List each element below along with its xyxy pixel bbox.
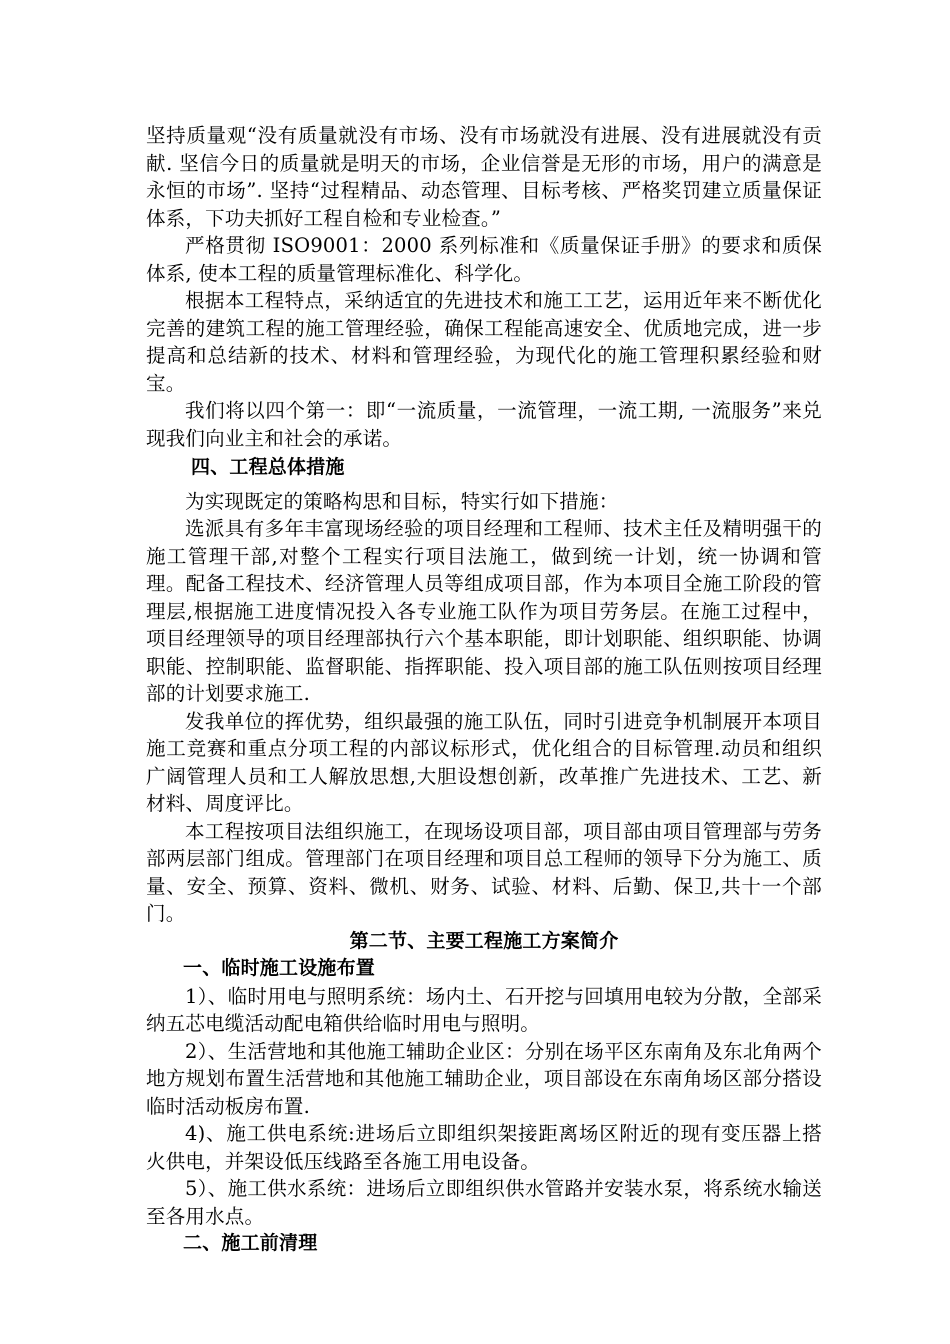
paragraph-four-firsts: 我们将以四个第一：即“一流质量，一流管理，一流工期, 一流服务”来兑现我们向业主和社会的承诺。 <box>146 399 822 450</box>
paragraph-project-manager: 选派具有多年丰富现场经验的项目经理和工程师、技术主任及精明强干的施工管理干部,对整个工程实行项目法施工，做到统一计划，统一协调和管理。配备工程技术、经济管理人员等组成项目部，作为本项目全施工阶段的管理层,根据施工进度情况投入各专业施工队作为项目劳务层。在施工过程中，项目经理领导的项目经理部执行六个基本职能，即计划职能、组织职能、协调职能、控制职能、监督职能、指挥职能、投入项目部的施工队伍则按项目经理部的计划要求施工. <box>146 517 822 705</box>
paragraph-temp-power: 1）、临时用电与照明系统：场内土、石开挖与回填用电较为分散，全部采纳五芯电缆活动配电箱供给临时用电与照明。 <box>146 984 822 1035</box>
paragraph-quality-view: 坚持质量观“没有质量就没有市场、没有市场就没有进展、没有进展就没有贡献. 坚信今日的质量就是明天的市场，企业信誉是无形的市场，用户的满意是永恒的市场”. 坚持“过程精品、动态管理、目标考核、严格奖罚建立质量保证体系，下功夫抓好工程自检和专业检查。” <box>146 124 822 230</box>
heading-overall-measures: 四、工程总体措施 <box>191 456 345 478</box>
paragraph-water-supply: 5）、施工供水系统：进场后立即组织供水管路并安装水泵，将系统水输送至各用水点。 <box>146 1177 822 1228</box>
paragraph-measures-intro: 为实现既定的策略构思和目标，特实行如下措施： <box>185 489 619 513</box>
paragraph-power-supply: 4)、施工供电系统:进场后立即组织架接距离场区附近的现有变压器上搭火供电，并架设低压线路至各施工用电设备。 <box>146 1122 822 1173</box>
paragraph-iso9001: 严格贯彻 ISO9001：2000 系列标准和《质量保证手册》的要求和质保体系, 使本工程的质量管理标准化、科学化。 <box>146 234 822 285</box>
paragraph-competition: 发我单位的挥优势，组织最强的施工队伍，同时引进竞争机制展开本项目施工竞赛和重点分项工程的内部议标形式，优化组合的目标管理.动员和组织广阔管理人员和工人解放思想,大胆设想创新，改革推广先进技术、工艺、新材料、周度评比。 <box>146 709 822 815</box>
paragraph-organization: 本工程按项目法组织施工，在现场设项目部，项目部由项目管理部与劳务部两层部门组成。管理部门在项目经理和项目总工程师的领导下分为施工、质量、安全、预算、资料、微机、财务、试验、材料、后勤、保卫,共十一个部门。 <box>146 819 822 925</box>
paragraph-living-camp: 2）、生活营地和其他施工辅助企业区：分别在场平区东南角及东北角两个地方规划布置生活营地和其他施工辅助企业，项目部设在东南角场区部分搭设临时活动板房布置. <box>146 1039 822 1118</box>
paragraph-technology: 根据本工程特点，采纳适宜的先进技术和施工工艺，运用近年来不断优化完善的建筑工程的施工管理经验，确保工程能高速安全、优质地完成，进一步提高和总结新的技术、材料和管理经验，为现代化的施工管理积累经验和财宝。 <box>146 289 822 395</box>
document-page <box>146 122 822 1258</box>
heading-temporary-facilities: 一、临时施工设施布置 <box>183 957 376 979</box>
heading-pre-construction-cleanup: 二、施工前清理 <box>183 1232 318 1254</box>
section-title: 第二节、主要工程施工方案简介 <box>349 929 619 952</box>
